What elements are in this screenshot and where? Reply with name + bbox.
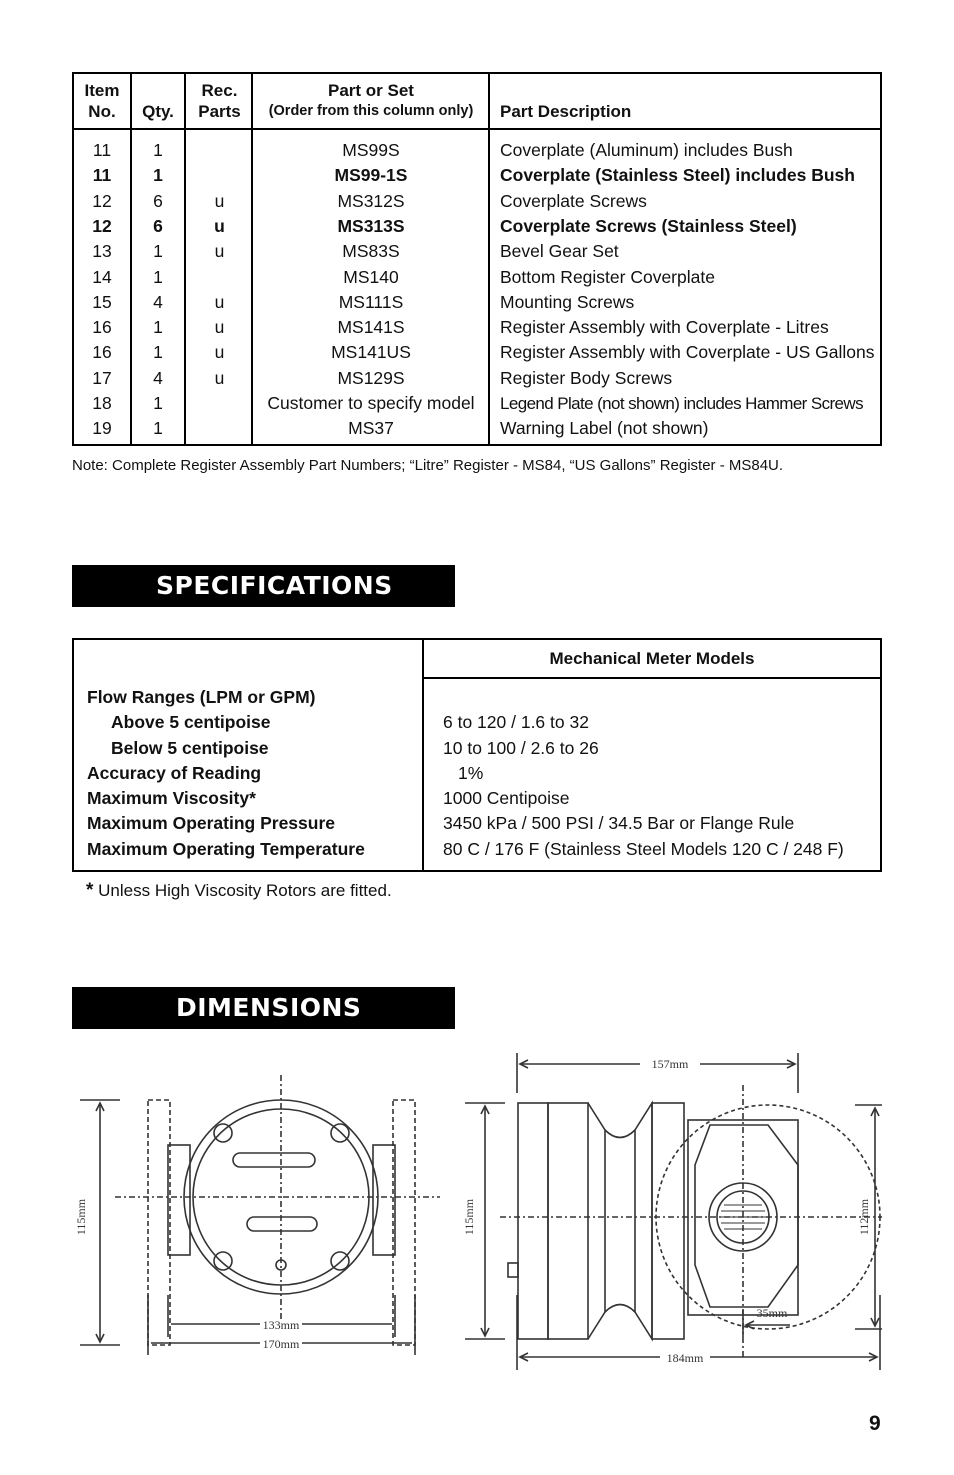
dimensions-title: DIMENSIONS	[176, 993, 362, 1022]
cell-item: 13	[92, 241, 112, 262]
body-taper	[588, 1103, 605, 1339]
cell-item: 18	[92, 393, 112, 413]
cell-qty: 6	[153, 215, 163, 236]
cell-part: MS83S	[342, 241, 400, 262]
cell-rec: u	[214, 317, 225, 338]
cell-rec: u	[214, 342, 225, 363]
dim-label-115-left: 115mm	[74, 1198, 88, 1236]
specifications-banner	[72, 565, 455, 607]
table-row	[74, 214, 880, 239]
bolt-hole	[214, 1252, 232, 1270]
cell-desc: Coverplate Screws	[500, 190, 647, 211]
parts-table	[72, 72, 882, 446]
table-row	[74, 340, 880, 365]
dim-label-170: 170mm	[262, 1337, 300, 1351]
cell-qty: 1	[153, 342, 163, 363]
cell-part: MS111S	[338, 291, 404, 312]
dim-label-133: 133mm	[262, 1318, 300, 1332]
spec-label-temperature: Maximum Operating Temperature	[87, 839, 365, 859]
cell-rec: u	[214, 190, 225, 211]
table-row	[74, 290, 880, 315]
cell-rec: u	[214, 367, 225, 388]
spec-label-below: Below 5 centipoise	[111, 738, 269, 758]
cell-desc: Register Body Screws	[500, 367, 673, 388]
specifications-table	[72, 638, 882, 872]
upper-slot	[233, 1153, 315, 1167]
cell-part: MS141US	[331, 342, 411, 363]
cell-desc: Legend Plate (not shown) includes Hammer Screws	[500, 394, 863, 413]
cell-qty: 1	[153, 418, 163, 439]
cell-rec: u	[214, 241, 225, 262]
cell-item: 14	[92, 266, 112, 287]
header-part-or-set: Part or Set (Order from this column only)	[268, 81, 474, 119]
specifications-footnote	[86, 880, 392, 902]
spec-value-viscosity: 1000 Centipoise	[443, 788, 570, 808]
cell-desc: Mounting Screws	[500, 291, 635, 312]
cell-qty: 4	[153, 367, 163, 388]
nipple	[508, 1263, 518, 1277]
dimensions-drawing	[60, 1045, 890, 1375]
spec-label-flow: Flow Ranges (LPM or GPM)	[87, 687, 316, 707]
spec-label-above: Above 5 centipoise	[111, 712, 271, 732]
bolt-hole	[331, 1124, 349, 1142]
header-divider	[74, 128, 880, 130]
body-waist	[605, 1130, 635, 1312]
hex-nut	[695, 1125, 798, 1307]
table-row	[74, 315, 880, 340]
cell-item: 12	[92, 190, 112, 211]
table-row	[74, 416, 880, 441]
cell-item: 16	[92, 342, 112, 363]
cell-desc: Register Assembly with Coverplate - US Gallons	[500, 342, 875, 363]
header-divider	[422, 677, 880, 679]
dim-label-184: 184mm	[666, 1351, 704, 1365]
front-view	[74, 1075, 440, 1355]
parts-note: Note: Complete Register Assembly Part Numbers; “Litre” Register - MS84, “US Gallons” Register - MS84U.	[72, 457, 784, 474]
cell-item: 19	[92, 418, 112, 439]
cell-desc: Bottom Register Coverplate	[500, 266, 715, 287]
cell-qty: 6	[153, 190, 163, 211]
header-qty: Qty.	[142, 102, 174, 121]
left-pipe-stub	[168, 1145, 190, 1255]
cell-qty: 1	[153, 266, 163, 287]
cell-item: 12	[92, 215, 112, 236]
cell-desc: Warning Label (not shown)	[500, 418, 709, 439]
cell-desc: Register Assembly with Coverplate - Litres	[500, 317, 829, 338]
bolt-hole	[214, 1124, 232, 1142]
side-view	[462, 1053, 882, 1370]
cell-item: 11	[92, 165, 112, 186]
cell-part: MS99S	[342, 140, 400, 160]
spec-label-viscosity: Maximum Viscosity*	[87, 788, 256, 808]
cell-qty: 1	[153, 317, 163, 338]
cell-qty: 1	[153, 393, 163, 413]
cell-qty: 1	[153, 140, 163, 160]
table-row	[74, 163, 880, 188]
table-row	[74, 366, 880, 391]
table-row	[74, 138, 880, 163]
cell-item: 17	[92, 367, 112, 388]
cell-rec: u	[214, 291, 225, 312]
page-number: 9	[869, 1412, 881, 1435]
right-pipe-stub	[373, 1145, 395, 1255]
cell-part: MS141S	[337, 317, 405, 338]
cell-part: MS99-1S	[334, 165, 408, 186]
spec-value-pressure: 3450 kPa / 500 PSI / 34.5 Bar or Flange Rule	[443, 813, 795, 833]
dim-label-35: 35mm	[756, 1306, 788, 1320]
footnote-star: *	[86, 880, 94, 901]
left-flange	[148, 1100, 170, 1345]
spec-label-pressure: Maximum Operating Pressure	[87, 813, 335, 833]
cell-desc: Bevel Gear Set	[500, 241, 619, 262]
cell-item: 15	[92, 291, 112, 312]
cell-part: MS140	[343, 266, 399, 287]
cell-part: MS312S	[337, 190, 405, 211]
header-part-description: Part Description	[500, 102, 632, 121]
table-row	[74, 265, 880, 290]
outlet-flange	[652, 1103, 684, 1339]
spec-value-below: 10 to 100 / 2.6 to 26	[443, 738, 599, 758]
cell-part: MS129S	[337, 367, 405, 388]
cell-desc: Coverplate Screws (Stainless Steel)	[500, 215, 797, 236]
body-taper-right	[635, 1103, 652, 1339]
cell-qty: 4	[153, 291, 163, 312]
dim-label-115-mid: 115mm	[462, 1198, 476, 1236]
spec-value-temperature: 80 C / 176 F (Stainless Steel Models 120 C / 248 F)	[443, 839, 844, 859]
header-item-no: Item No.	[84, 81, 120, 121]
header-rec-parts: Rec. Parts	[198, 81, 241, 121]
spec-label-accuracy: Accuracy of Reading	[87, 763, 262, 783]
column-divider	[422, 640, 424, 870]
spec-value-above: 6 to 120 / 1.6 to 32	[443, 712, 589, 732]
cell-part: MS313S	[337, 215, 405, 236]
dimensions-banner	[72, 987, 455, 1029]
body-left	[548, 1103, 588, 1339]
footnote-text: Unless High Viscosity Rotors are fitted.	[98, 881, 392, 900]
table-row	[74, 239, 880, 264]
bolt-hole	[331, 1252, 349, 1270]
cell-desc: Coverplate (Stainless Steel) includes Bush	[500, 165, 855, 186]
cell-part: MS37	[348, 418, 394, 439]
cell-qty: 1	[153, 241, 163, 262]
cell-qty: 1	[153, 165, 163, 186]
specifications-title: SPECIFICATIONS	[156, 571, 393, 600]
lower-slot	[247, 1217, 317, 1231]
right-flange	[393, 1100, 415, 1345]
cell-part: Customer to specify model	[267, 393, 475, 413]
mechanical-meter-models-header: Mechanical Meter Models	[549, 649, 755, 668]
cell-desc: Coverplate (Aluminum) includes Bush	[500, 140, 793, 160]
inlet-flange	[518, 1103, 548, 1339]
dim-label-157: 157mm	[651, 1057, 689, 1071]
dim-label-112: 112mm	[857, 1198, 871, 1236]
table-row	[74, 391, 880, 416]
cell-rec: u	[214, 215, 225, 236]
spec-value-accuracy: 1%	[458, 763, 484, 783]
cell-item: 11	[92, 140, 112, 160]
cell-item: 16	[92, 317, 112, 338]
table-row	[74, 189, 880, 214]
